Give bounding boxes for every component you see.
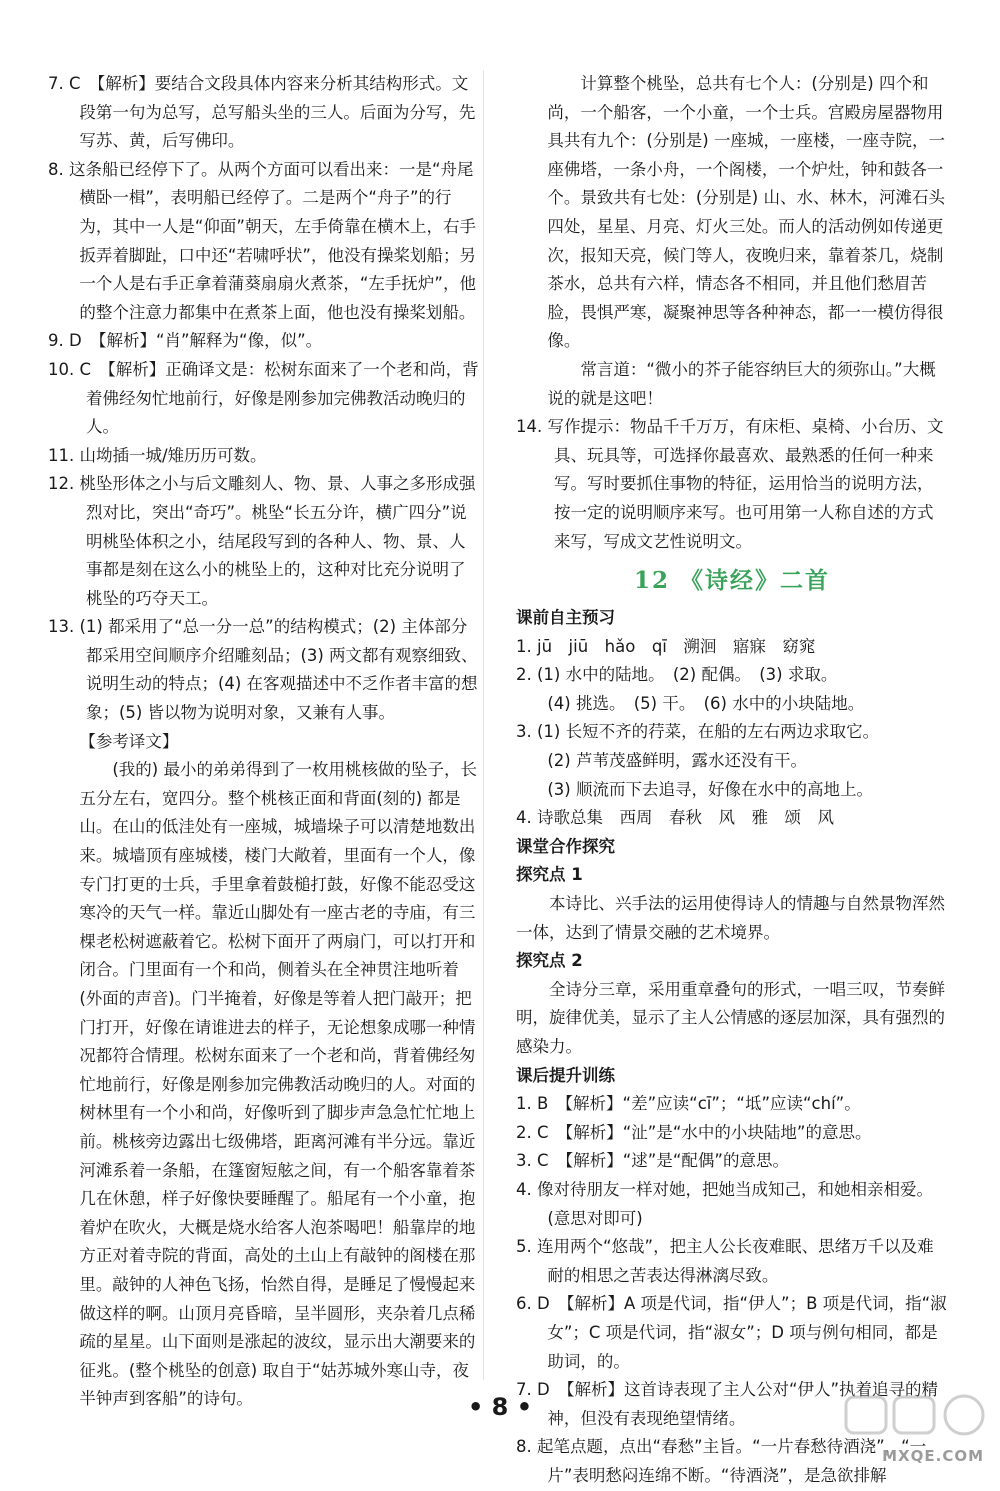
page-number: • 8 • — [467, 1393, 533, 1421]
preview-answer-1: 1. jū jiū hǎo qī 溯洄 寤寐 窈窕 — [516, 636, 816, 656]
answer-9: 9. D 【解析】“肖”解释为“像，似”。 — [48, 331, 323, 351]
preview-answer-3c: (3) 顺流而下去追寻，好像在水中的高地上。 — [547, 779, 873, 799]
practice-answer-6: 6. D 【解析】A 项是代词，指“伊人”；B 项是代词，指“淑女”；C 项是代词，指“淑女”；D 项与例句相同，都是助词，的。 — [516, 1294, 947, 1371]
preview-answer-3a: 3. (1) 长短不齐的荇菜，在船的左右两边求取它。 — [516, 722, 880, 742]
right-column — [516, 70, 948, 1491]
explore-point-1-title: 探究点 1 — [516, 865, 583, 885]
practice-answer-5: 5. 连用两个“悠哉”，把主人公长夜难眠、思绪万千以及难耐的相思之苦表达得淋漓尽致。 — [516, 1237, 934, 1285]
answer-8: 8. 这条船已经停下了。从两个方面可以看出来：一是“舟尾横卧一楫”，表明船已经停了。二是两个“舟子”的行为，其中一人是“仰面”朝天，左手倚靠在横木上，右手扳弄着脚趾，口中还“若啸呼状”，他没有操桨划船；另一个人是右手正拿着蒲葵扇扇火煮茶，“左手抚炉”，他的整个注意力都集中在煮茶上面，他也没有操桨划船。 — [48, 159, 476, 322]
explore-point-1-text: 本诗比、兴手法的运用使得诗人的情趣与自然景物浑然一体，达到了情景交融的艺术境界。 — [516, 894, 945, 942]
practice-answer-1: 1. B 【解析】“差”应读“cī”；“坻”应读“chí”。 — [516, 1094, 861, 1114]
preview-answer-2b: (4) 挑选。 (5) 干。 (6) 水中的小块陆地。 — [547, 693, 865, 713]
reference-translation-title: 【参考译文】 — [79, 731, 179, 751]
translation-ending: 常言道：“微小的芥子能容纳巨大的须弥山。”大概说的就是这吧！ — [547, 359, 936, 408]
preview-answer-3b: (2) 芦苇茂盛鲜明，露水还没有干。 — [547, 751, 807, 771]
left-column — [48, 70, 480, 1414]
practice-answer-3: 3. C 【解析】“逑”是“配偶”的意思。 — [516, 1151, 789, 1171]
answer-12: 12. 桃坠形体之小与后文雕刻人、物、景、人事之多形成强烈对比，突出“奇巧”。桃坠“长五分许，横广四分”说明桃坠体积之小，结尾段写到的各种人、物、景、人事都是刻在这么小的桃坠上的，这种对比充分说明了桃坠的巧夺天工。 — [48, 474, 476, 608]
reference-translation-text: (我的) 最小的弟弟得到了一枚用桃核做的坠子，长五分左右，宽四分。整个桃核正面和背面(刻的) 都是山。在山的低洼处有一座城，城墙垛子可以清楚地数出来。城墙顶有座城楼，楼门大敞着，里面有一个人，像专门打更的士兵，手里拿着鼓槌打鼓，好像不能忍受这寒冷的天气一样。靠近山脚处有一座古老的寺庙，有三棵老松树遮蔽着它。松树下面开了两扇门，可以打开和闭合。门里面有一个和尚，侧着头在全神贯注地听着 (外面的声音)。门半掩着，好像是等着人把门敲开；把门打开，好像在请谁进去的样子，无论想象成哪一种情况都符合情理。松树东面来了一个老和尚，背着佛经匆忙地前行，好像是刚参加完佛教活动晚归的人。对面的树林里有一个小和尚，好像听到了脚步声急急忙忙地上前。桃核旁边露出七级佛塔，距离河滩有半分远。靠近河滩系着一条船，在篷窗短舷之间，有一个船客靠着茶几在休憩，样子好像快要睡醒了。船尾有一个小童，抱着炉在吹火，大概是烧水给客人泡茶喝吧！船靠岸的地方正对着寺院的背面，高处的土山上有敲钟的阁楼在那里。敲钟的人神色飞扬，怡然自得，是睡足了慢慢起来做这样的啊。山顶月亮昏暗，呈半圆形，夹杂着几点稀疏的星星。山下面则是涨起的波纹，显示出大潮要来的征兆。(整个桃坠的创意) 取自于“姑苏城外寒山寺，夜半钟声到客船”的诗句。 — [79, 760, 477, 1409]
practice-answer-8: 8. 起笔点题，点出“春愁”主旨。“一片春愁待酒浇”，“一片”表明愁闷连绵不断。“待酒浇”，是急欲排解 — [516, 1437, 927, 1485]
answer-14: 14. 写作提示：物品千千万万，有床柜、桌椅、小台历、文具、玩具等，可选择你最喜欢、最熟悉的任何一种来写。写时要抓住事物的特征，运用恰当的说明方法，按一定的说明顺序来写。也可用第一人称自述的方式来写，写成文艺性说明文。 — [516, 417, 944, 551]
section-practice-title: 课后提升训练 — [516, 1065, 615, 1085]
practice-answer-7: 7. D 【解析】这首诗表现了主人公对“伊人”执着追寻的精神，但没有表现绝望情绪。 — [516, 1380, 939, 1428]
chapter-title: 12 《诗经》二首 — [633, 567, 830, 595]
explore-point-2-text: 全诗分三章，采用重章叠句的形式，一唱三叹，节奏鲜明，旋律优美，显示了主人公情感的逐层加深，具有强烈的感染力。 — [516, 979, 945, 1056]
practice-answer-2: 2. C 【解析】“沚”是“水中的小块陆地”的意思。 — [516, 1122, 872, 1142]
answer-11: 11. 山坳插一城/雉历历可数。 — [48, 445, 267, 465]
explore-point-2-title: 探究点 2 — [516, 951, 583, 971]
practice-answer-4: 4. 像对待朋友一样对她，把她当成知己，和她相亲相爱。(意思对即可) — [516, 1179, 933, 1228]
answer-13: 13. (1) 都采用了“总一分一总”的结构模式；(2) 主体部分都采用空间顺序介绍雕刻品；(3) 两文都有观察细致、说明生动的特点；(4) 在客观描述中不乏作者丰富的想象；(5) 皆以物为说明对象，又兼有人事。 — [48, 617, 478, 723]
answer-7: 7. C 【解析】要结合文段具体内容来分析其结构形式。文段第一句为总写，总写船头坐的三人。后面为分写，先写苏、黄，后写佛印。 — [48, 74, 476, 151]
answer-10: 10. C 【解析】正确译文是：松树东面来了一个老和尚，背着佛经匆忙地前行，好像是刚参加完佛教活动晚归的人。 — [48, 359, 479, 437]
preview-answer-4: 4. 诗歌总集 西周 春秋 风 雅 颂 风 — [516, 808, 834, 828]
preview-answer-2a: 2. (1) 水中的陆地。 (2) 配偶。 (3) 求取。 — [516, 665, 838, 685]
translation-continued: 计算整个桃坠，总共有七个人：(分别是) 四个和尚，一个船客，一个小童，一个士兵。宫殿房屋器物用具共有九个：(分别是) 一座城，一座楼，一座寺院，一座佛塔，一条小舟，一个阁楼，一个炉灶，钟和鼓各一个。景致共有七处：(分别是) 山、水、林木，河滩石头四处，星星、月亮、灯火三处。而人的活动例如传递更次，报知天亮，候门等人，夜晚归来，靠着茶几，烧制茶水，总共有六样，情态各不相同，并且他们愁眉苦脸，畏惧严寒，凝聚神思等各种神态，都一一模仿得很像。 — [547, 74, 945, 351]
section-preview-title: 课前自主预习 — [516, 608, 615, 628]
column-divider — [483, 70, 484, 1380]
section-cooperation-title: 课堂合作探究 — [516, 836, 615, 856]
watermark-site-text: MXQE.COM — [882, 1447, 984, 1465]
